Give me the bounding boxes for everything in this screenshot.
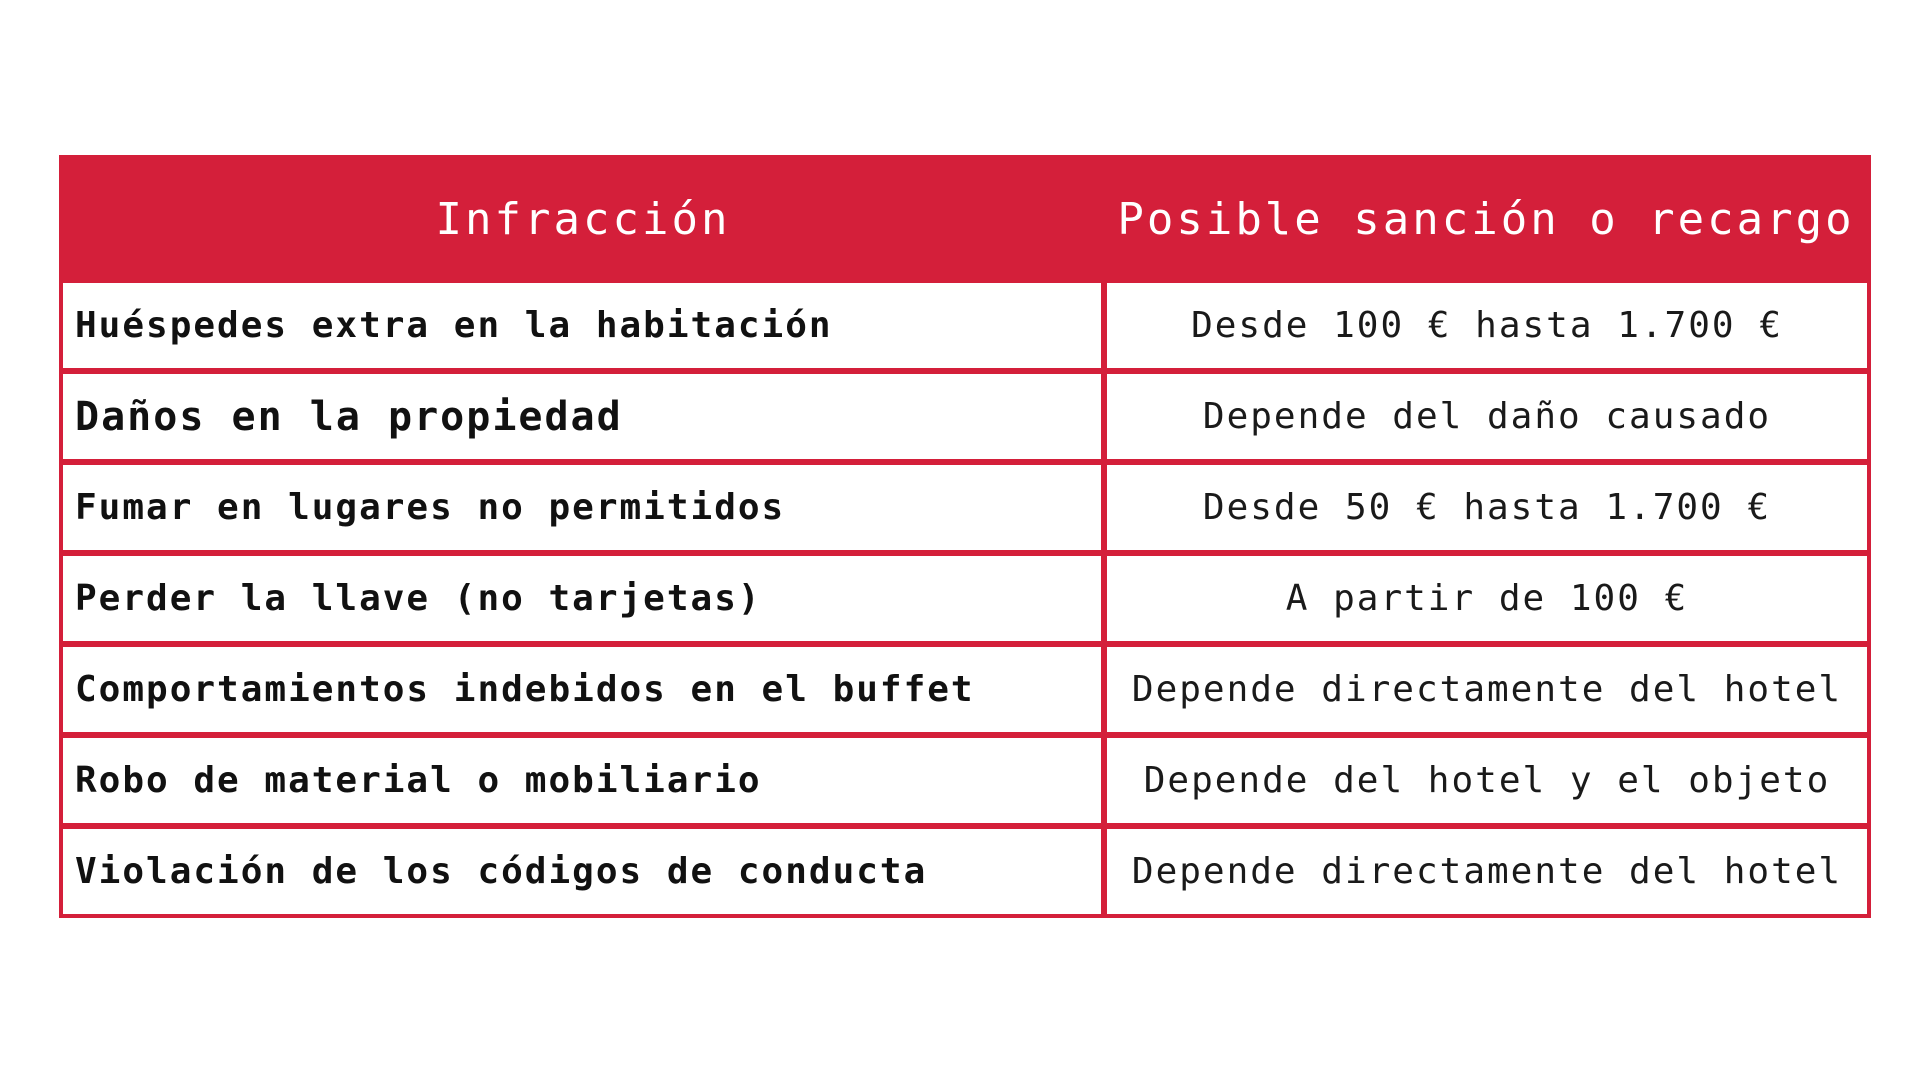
infraction-cell: Perder la llave (no tarjetas)	[63, 556, 1101, 641]
table-row	[63, 829, 1867, 914]
infraction-cell: Huéspedes extra en la habitación	[63, 283, 1101, 368]
table-body	[63, 283, 1867, 914]
sanction-cell: Desde 100 € hasta 1.700 €	[1107, 283, 1867, 368]
header-sanction: Posible sanción o recargo	[1117, 193, 1855, 245]
table-row	[63, 465, 1867, 550]
infraction-cell: Violación de los códigos de conducta	[63, 829, 1101, 914]
sanction-cell: Depende del daño causado	[1107, 374, 1867, 459]
table-row	[63, 374, 1867, 459]
sanctions-table	[59, 155, 1871, 918]
infraction-cell: Fumar en lugares no permitidos	[63, 465, 1101, 550]
infraction-cell: Comportamientos indebidos en el buffet	[63, 647, 1101, 732]
table-row	[63, 738, 1867, 823]
table-row	[63, 283, 1867, 368]
sanction-cell: Depende del hotel y el objeto	[1107, 738, 1867, 823]
sanction-cell: A partir de 100 €	[1107, 556, 1867, 641]
sanction-cell: Depende directamente del hotel	[1107, 829, 1867, 914]
table-row	[63, 556, 1867, 641]
table-header	[59, 155, 1871, 283]
sanction-cell: Desde 50 € hasta 1.700 €	[1107, 465, 1867, 550]
infraction-cell: Robo de material o mobiliario	[63, 738, 1101, 823]
header-infraction: Infracción	[435, 193, 731, 245]
table-row	[63, 647, 1867, 732]
sanction-cell: Depende directamente del hotel	[1107, 647, 1867, 732]
infraction-cell: Daños en la propiedad	[63, 374, 1101, 459]
